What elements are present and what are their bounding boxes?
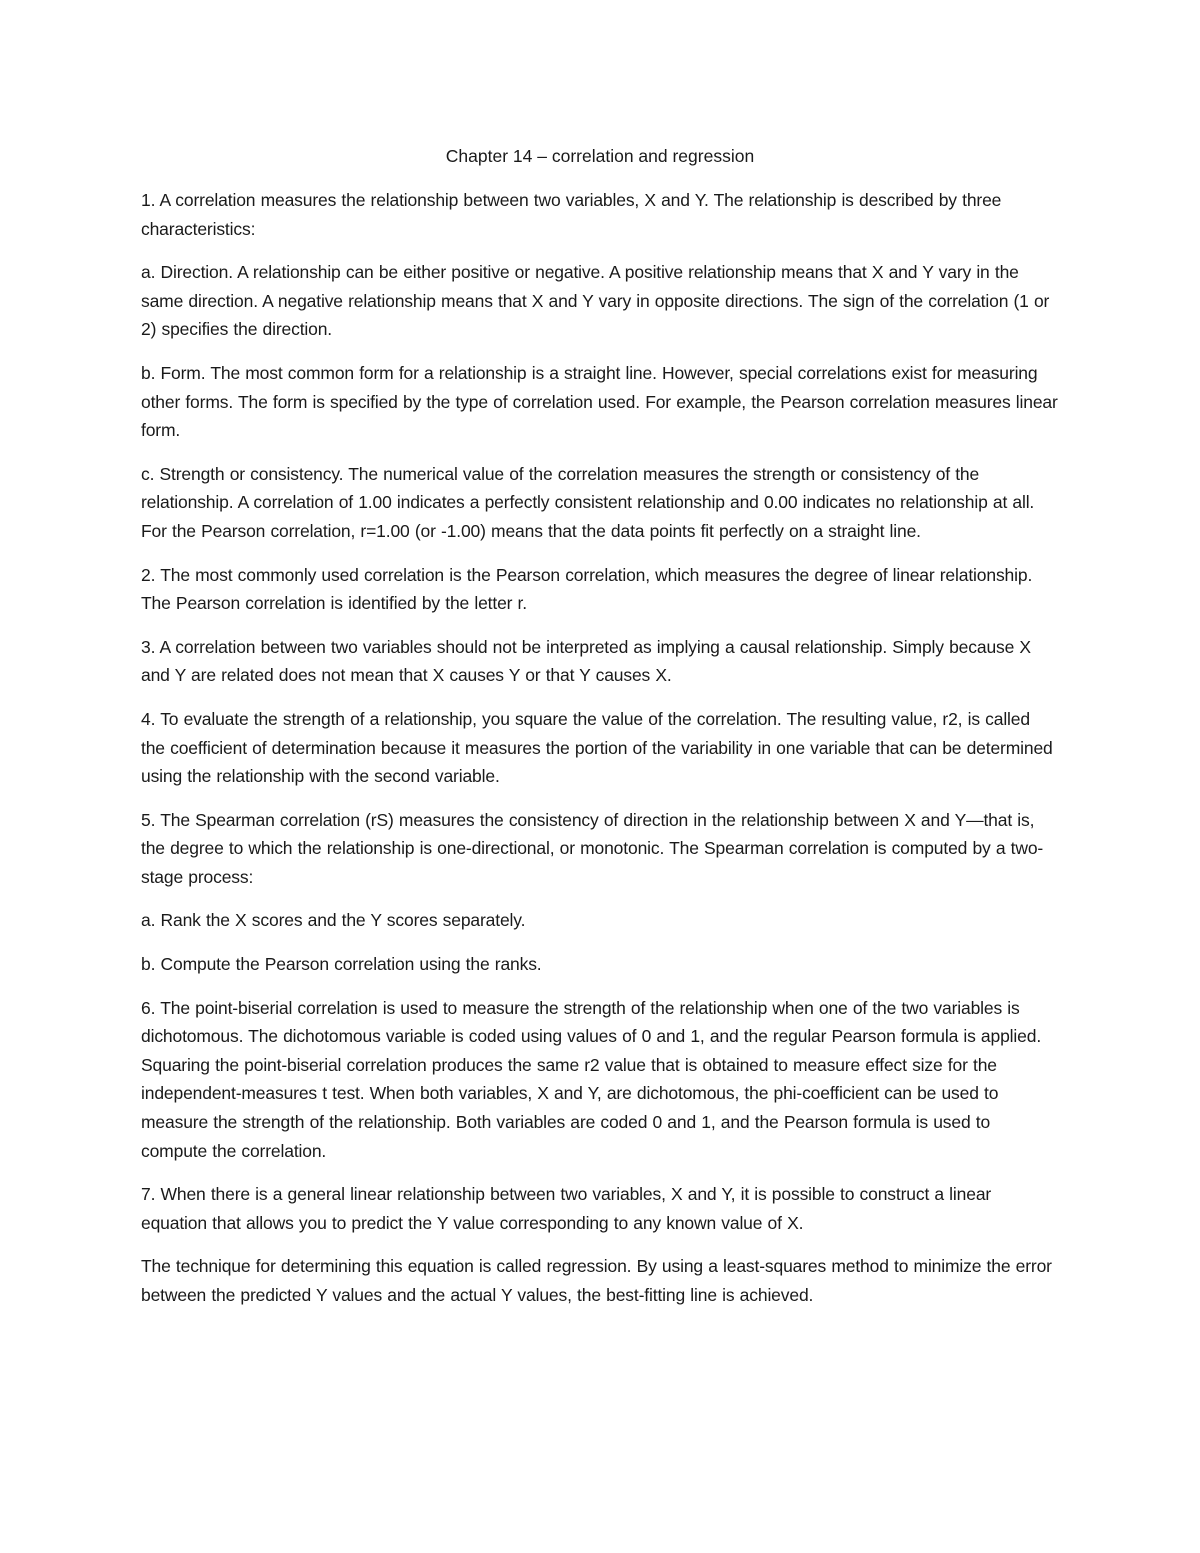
page-title: Chapter 14 – correlation and regression [445, 146, 755, 166]
paragraph-6-point-biserial: 6. The point-biserial correlation is used to measure the strength of the relationship when one of the two variables is dichotomous. The dichotomous variable is coded using values of 0 and 1, and the regular Pearson formula is applied. Squaring the point-biserial correlation produces the same r2 value that is obtained to measure effect size for the independent-measures t test. When both variables, X and Y, are dichotomous, the phi-coefficient can be used to measure the strength of the relationship. Both variables are coded 0 and 1, and the Pearson formula is used to compute the correlation. [141, 997, 1042, 1161]
paragraph-regression: The technique for determining this equation is called regression. By using a least-squares method to minimize the error between the predicted Y values and the actual Y values, the best-fitting line is achieved. [141, 1256, 1052, 1305]
paragraph-1c-strength: c. Strength or consistency. The numerical value of the correlation measures the strength or consistency of the relationship. A correlation of 1.00 indicates a perfectly consistent relationship and 0.00 indicates no relationship at all. For the Pearson correlation, r=1.00 (or -1.00) means that the data points fit perfectly on a straight line. [141, 463, 1035, 541]
paragraph-3-causation: 3. A correlation between two variables should not be interpreted as implying a causal relationship. Simply because X and Y are related does not mean that X causes Y or that Y causes X. [141, 636, 1031, 686]
paragraph-7-linear-equation: 7. When there is a general linear relationship between two variables, X and Y, it is possible to construct a linear equation that allows you to predict the Y value corresponding to any known value of X. [141, 1184, 992, 1233]
document-body [141, 186, 1059, 1325]
paragraph-1a-direction: a. Direction. A relationship can be either positive or negative. A positive relationship means that X and Y vary in the same direction. A negative relationship means that X and Y vary in opposite directions. The sign of the correlation (1 or 2) specifies the direction. [141, 262, 1050, 340]
paragraph-5b-compute: b. Compute the Pearson correlation using the ranks. [141, 954, 542, 975]
paragraph-1b-form: b. Form. The most common form for a relationship is a straight line. However, special correlations exist for measuring other forms. The form is specified by the type of correlation used. For example, the Pearson correlation measures linear form. [141, 362, 1058, 441]
paragraph-5a-rank: a. Rank the X scores and the Y scores separately. [141, 910, 526, 931]
paragraph-2-pearson: 2. The most commonly used correlation is the Pearson correlation, which measures the degree of linear relationship. The Pearson correlation is identified by the letter r. [141, 564, 1033, 614]
paragraph-5-spearman: 5. The Spearman correlation (rS) measures the consistency of direction in the relationship between X and Y—that is, the degree to which the relationship is one-directional, or monotonic. The Spearman correlation is computed by a two-stage process: [141, 809, 1044, 887]
paragraph-4-coefficient-of-determination: 4. To evaluate the strength of a relationship, you square the value of the correlation. The resulting value, r2, is called the coefficient of determination because it measures the portion of the variability in one variable that can be determined using the relationship with the second variable. [141, 708, 1053, 787]
paragraph-1-correlation-definition: 1. A correlation measures the relationship between two variables, X and Y. The relationship is described by three characteristics: [141, 190, 1002, 239]
